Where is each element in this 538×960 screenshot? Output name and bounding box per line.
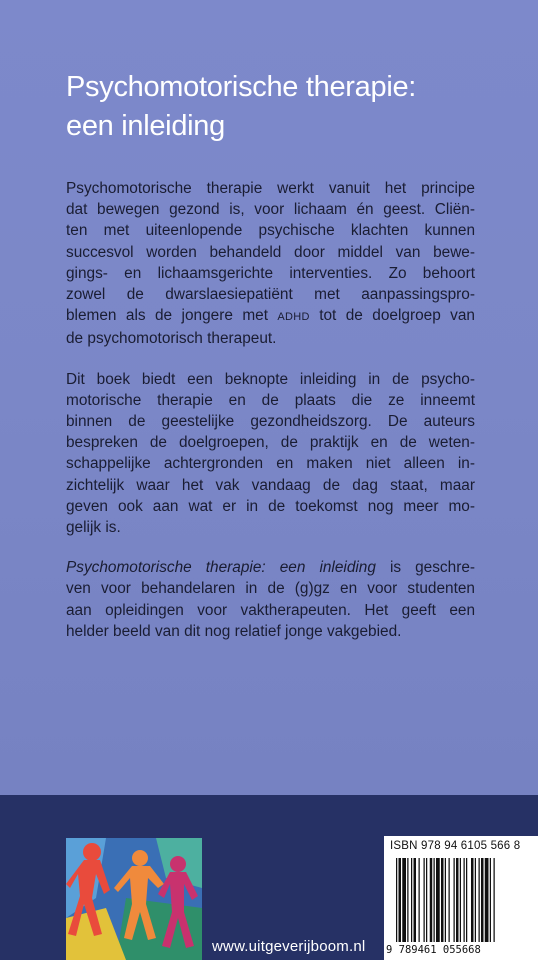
- blurb-line: Dit boek biedt een beknopte inleiding in de psycho-: [66, 370, 475, 388]
- blurb-line: gings- en lichaamsgerichte interventies. Zo behoort: [66, 264, 475, 282]
- blurb-line: de psychomotorisch therapeut.: [66, 330, 277, 348]
- blurb-text: tot de doelgroep van: [309, 307, 475, 325]
- book-title-line-1: Psychomotorische therapie:: [66, 71, 417, 103]
- barcode-bars: [396, 858, 532, 942]
- blurb-line: helder beeld van dit nog relatief jonge vakgebied.: [66, 622, 402, 640]
- blurb-line: [66, 557, 475, 578]
- isbn-digits: 9 789461 055668: [386, 944, 481, 956]
- book-title-reference: Psychomotorische therapie: een inleiding: [66, 559, 376, 577]
- book-title: [66, 68, 506, 146]
- blurb-text: blemen als de jongere met: [66, 307, 278, 325]
- blurb-paragraph-2: [66, 369, 475, 539]
- blurb-paragraph-1: [66, 178, 475, 350]
- blurb-line: bespreken de doelgroepen, de praktijk en de weten-: [66, 434, 475, 452]
- dancing-figures-artwork: [66, 838, 202, 960]
- abbreviation: ADHD: [277, 311, 310, 324]
- blurb-line: gelijk is.: [66, 519, 121, 537]
- blurb-line: succesvol worden behandeld door middel van bewe-: [66, 243, 475, 261]
- cover-thumbnail: [66, 838, 202, 960]
- blurb-line: [66, 305, 475, 328]
- blurb-paragraph-3: [66, 557, 475, 642]
- blurb-line: zowel de dwarslaesiepatiënt met aanpassingspro-: [66, 286, 475, 304]
- blurb-line: zichtelijk waar het vak vandaag de dag staat, maar: [66, 476, 475, 494]
- blurb-line: binnen de geestelijke gezondheidszorg. De auteurs: [66, 413, 475, 431]
- blurb-text: is geschre-: [375, 559, 475, 577]
- blurb-line: motorische therapie en de plaats die ze inneemt: [66, 391, 475, 409]
- blurb-line: ten met uiteenlopende psychische klachten kunnen: [66, 222, 475, 240]
- blurb-line: dat bewegen gezond is, voor lichaam én geest. Cliën-: [66, 201, 475, 219]
- blurb-line: Psychomotorische therapie werkt vanuit het principe: [66, 180, 475, 197]
- blurb: [66, 178, 475, 661]
- barcode: [384, 836, 538, 960]
- book-title-line-2: een inleiding: [66, 110, 225, 142]
- isbn-label: ISBN 978 94 6105 566 8: [390, 840, 521, 852]
- publisher-url[interactable]: www.uitgeverijboom.nl: [212, 938, 366, 955]
- blurb-line: schappelijke achtergronden en maken niet alleen in-: [66, 455, 475, 473]
- blurb-line: aan opleidingen voor vaktherapeuten. Het geeft een: [66, 601, 475, 619]
- blurb-line: ven voor behandelaren in de (g)gz en voor studenten: [66, 580, 475, 598]
- blurb-line: geven ook aan wat er in de toekomst nog meer mo-: [66, 497, 475, 515]
